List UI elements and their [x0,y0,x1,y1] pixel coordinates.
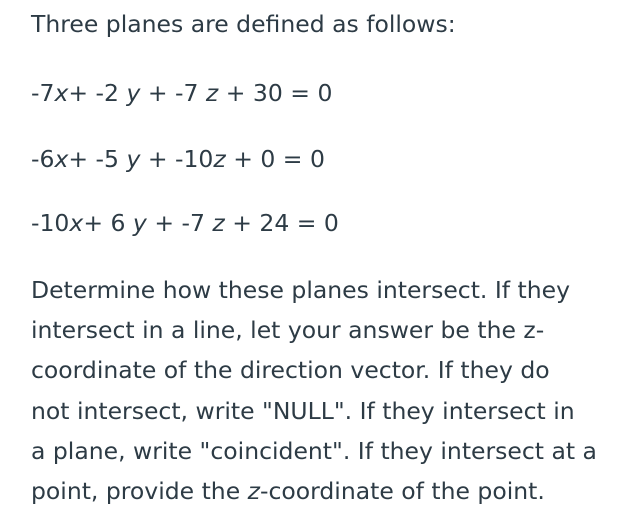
constant-term: + 0 = 0 [233,145,325,173]
coef-z: + -10 [147,145,214,173]
var-x: x [54,145,69,173]
coef-x: -7 [31,79,55,107]
question-line-6-post: -coordinate of the point. [259,477,545,506]
intro-text: Three planes are defined as follows: [31,10,456,38]
question-line-5: a plane, write "coincident". If they intersect at a [31,436,597,465]
var-y: y [132,209,147,237]
plane-equation-3 [31,203,339,243]
question-text [31,270,631,511]
coef-y: + -5 [68,145,119,173]
coef-y: + -2 [68,79,119,107]
coef-x: -10 [31,209,70,237]
var-x: x [69,209,84,237]
coef-z: + -7 [154,209,205,237]
question-line-2: intersect in a line, let your answer be the z- [31,316,545,345]
var-x: x [54,79,69,107]
coef-y: + 6 [83,209,126,237]
constant-term: + 24 = 0 [232,209,339,237]
constant-term: + 30 = 0 [225,79,333,107]
var-z: z [205,79,219,107]
var-z: z [213,145,226,173]
plane-equation-2 [31,139,325,179]
var-y: y [126,145,141,173]
question-line-3: coordinate of the direction vector. If they do [31,356,550,385]
plane-equation-1 [31,73,332,113]
coef-z: + -7 [147,79,199,107]
question-line-4: not intersect, write "NULL". If they intersect in [31,396,575,425]
coef-x: -6 [31,145,55,173]
question-line-6-var: z [247,477,260,506]
var-z: z [212,209,225,237]
var-y: y [126,79,141,107]
question-line-6-pre: point, provide the [31,477,248,506]
question-line-1: Determine how these planes intersect. If they [31,276,571,304]
